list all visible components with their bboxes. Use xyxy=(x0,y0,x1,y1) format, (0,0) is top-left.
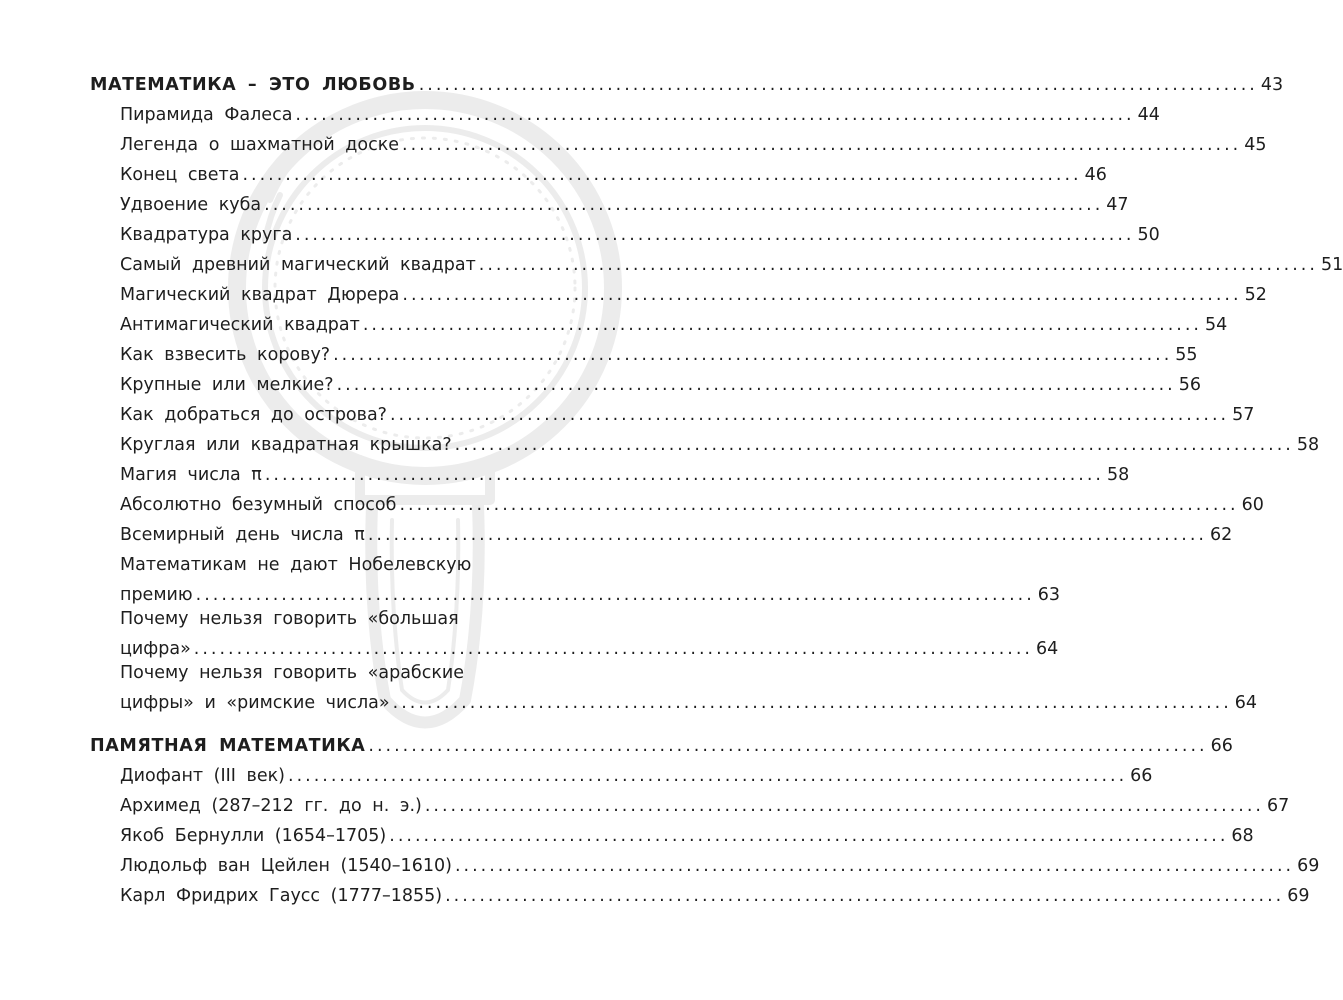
leader-dots: .................................................................................................. xyxy=(264,195,1104,215)
toc-entry[interactable] xyxy=(120,761,1153,791)
toc-chapter-entry[interactable] xyxy=(90,731,1233,761)
toc-page-number: 67 xyxy=(1267,796,1290,816)
toc-page-number: 63 xyxy=(1037,585,1061,605)
toc-entry-title: Легенда о шахматной доске xyxy=(120,135,400,155)
leader-dots: .................................................................................................. xyxy=(389,826,1229,846)
toc-entry[interactable] xyxy=(120,604,1059,664)
toc-page-number: 46 xyxy=(1084,165,1107,185)
toc-entry[interactable] xyxy=(120,400,1255,430)
toc-page-number: 45 xyxy=(1244,135,1267,155)
toc-entry-title: Абсолютно безумный способ xyxy=(120,495,397,515)
leader-dots: .................................................................................................. xyxy=(418,75,1258,95)
leader-dots: .................................................................................................. xyxy=(288,766,1128,786)
toc-entry[interactable] xyxy=(120,160,1107,190)
toc-entry[interactable] xyxy=(120,821,1254,851)
toc-page-number: 60 xyxy=(1241,495,1264,515)
leader-dots: .................................................................................................. xyxy=(454,856,1295,876)
toc-page-number: 54 xyxy=(1204,315,1228,335)
leader-dots: .................................................................................................. xyxy=(389,405,1230,425)
toc-page-number: 66 xyxy=(1210,736,1233,756)
toc-page-number: 64 xyxy=(1035,639,1059,659)
toc-page-number: 56 xyxy=(1178,375,1202,395)
toc-entry-title: Крупные или мелкие? xyxy=(120,375,334,395)
toc-entry[interactable] xyxy=(120,881,1310,911)
leader-dots: .................................................................................................. xyxy=(333,345,1173,365)
toc-entry-title: премию xyxy=(120,585,193,605)
toc-chapter-entry[interactable] xyxy=(90,70,1284,100)
toc-entry-title-line1: Математикам не дают Нобелевскую xyxy=(120,555,472,575)
leader-dots: .................................................................................................. xyxy=(195,585,1035,605)
toc-entry[interactable] xyxy=(120,310,1228,340)
leader-dots: .................................................................................................. xyxy=(336,375,1176,395)
toc-entry-title: Магия числа π xyxy=(120,465,262,485)
toc-entry[interactable] xyxy=(120,490,1264,520)
toc-page-number: 57 xyxy=(1232,405,1255,425)
leader-dots: .................................................................................................. xyxy=(399,495,1239,515)
toc-entry-title: Архимед (287–212 гг. до н. э.) xyxy=(120,796,422,816)
toc-page-number: 64 xyxy=(1234,693,1258,713)
leader-dots: .................................................................................................. xyxy=(402,135,1242,155)
toc-entry-title: Диофант (III век) xyxy=(120,766,285,786)
toc-entry-title-line1: Почему нельзя говорить «большая xyxy=(120,609,459,629)
toc-page-number: 43 xyxy=(1260,75,1284,95)
leader-dots: .................................................................................................. xyxy=(424,796,1264,816)
leader-dots: .................................................................................................. xyxy=(445,886,1285,906)
toc-page-number: 69 xyxy=(1287,886,1310,906)
toc-entry-title: Якоб Бернулли (1654–1705) xyxy=(120,826,387,846)
toc-entry[interactable] xyxy=(120,520,1233,550)
leader-dots: .................................................................................................. xyxy=(454,435,1294,455)
toc-page-number: 58 xyxy=(1296,435,1320,455)
toc-entry-title: ПАМЯТНАЯ МАТЕМАТИКА xyxy=(90,736,366,756)
toc-entry[interactable] xyxy=(120,550,1061,610)
toc-page-number: 47 xyxy=(1106,195,1129,215)
toc-entry[interactable] xyxy=(120,851,1320,881)
toc-entry-title: Самый древний магический квадрат xyxy=(120,255,476,275)
toc-entry-title: Магический квадрат Дюрера xyxy=(120,285,400,305)
toc-entry-title: цифра» xyxy=(120,639,191,659)
leader-dots: .................................................................................................. xyxy=(392,693,1232,713)
leader-dots: .................................................................................................. xyxy=(478,255,1318,275)
leader-dots: .................................................................................................. xyxy=(367,525,1207,545)
toc-entry-title: Как взвесить корову? xyxy=(120,345,331,365)
toc-entry[interactable] xyxy=(120,250,1343,280)
toc-page-number: 50 xyxy=(1137,225,1160,245)
toc-page-number: 51 xyxy=(1320,255,1343,275)
toc-page-number: 55 xyxy=(1175,345,1198,365)
toc-entry[interactable] xyxy=(120,130,1267,160)
leader-dots: .................................................................................................. xyxy=(362,315,1202,335)
toc-entry-title: Удвоение куба xyxy=(120,195,262,215)
toc-entry[interactable] xyxy=(120,370,1202,400)
toc-entry[interactable] xyxy=(120,280,1267,310)
toc-entry-title: Пирамида Фалеса xyxy=(120,105,293,125)
toc-page-number: 52 xyxy=(1244,285,1267,305)
toc-entry-title: Как добраться до острова? xyxy=(120,405,387,425)
toc-entry[interactable] xyxy=(120,658,1258,718)
toc-entry-title: МАТЕМАТИКА – ЭТО ЛЮБОВЬ xyxy=(90,75,416,95)
toc-entry[interactable] xyxy=(120,340,1198,370)
toc-page-number: 44 xyxy=(1137,105,1160,125)
toc-page-number: 66 xyxy=(1130,766,1153,786)
leader-dots: .................................................................................................. xyxy=(402,285,1242,305)
leader-dots: .................................................................................................. xyxy=(242,165,1082,185)
toc-page-number: 58 xyxy=(1106,465,1130,485)
leader-dots: .................................................................................................. xyxy=(193,639,1033,659)
toc-page-number: 62 xyxy=(1209,525,1233,545)
toc-entry-title: Конец света xyxy=(120,165,240,185)
leader-dots: .................................................................................................. xyxy=(368,736,1208,756)
toc-page-number: 68 xyxy=(1231,826,1254,846)
toc-entry[interactable] xyxy=(120,100,1160,130)
toc-entry-title: Людольф ван Цейлен (1540–1610) xyxy=(120,856,452,876)
toc-entry-title: Круглая или квадратная крышка? xyxy=(120,435,452,455)
leader-dots: .................................................................................................. xyxy=(264,465,1104,485)
toc-entry-title: Всемирный день числа π xyxy=(120,525,365,545)
toc-entry-title-line1: Почему нельзя говорить «арабские xyxy=(120,663,465,683)
toc-entry-title: Квадратура круга xyxy=(120,225,293,245)
toc-entry-title: Карл Фридрих Гаусс (1777–1855) xyxy=(120,886,443,906)
leader-dots: .................................................................................................. xyxy=(295,105,1135,125)
toc-entry[interactable] xyxy=(120,220,1160,250)
leader-dots: .................................................................................................. xyxy=(295,225,1135,245)
toc-entry[interactable] xyxy=(120,190,1129,220)
toc-page-number: 69 xyxy=(1297,856,1320,876)
toc-entry-title: Антимагический квадрат xyxy=(120,315,360,335)
toc-entry[interactable] xyxy=(120,791,1290,821)
toc-entry-title: цифры» и «римские числа» xyxy=(120,693,390,713)
toc-entry[interactable] xyxy=(120,430,1320,460)
toc-entry[interactable] xyxy=(120,460,1130,490)
